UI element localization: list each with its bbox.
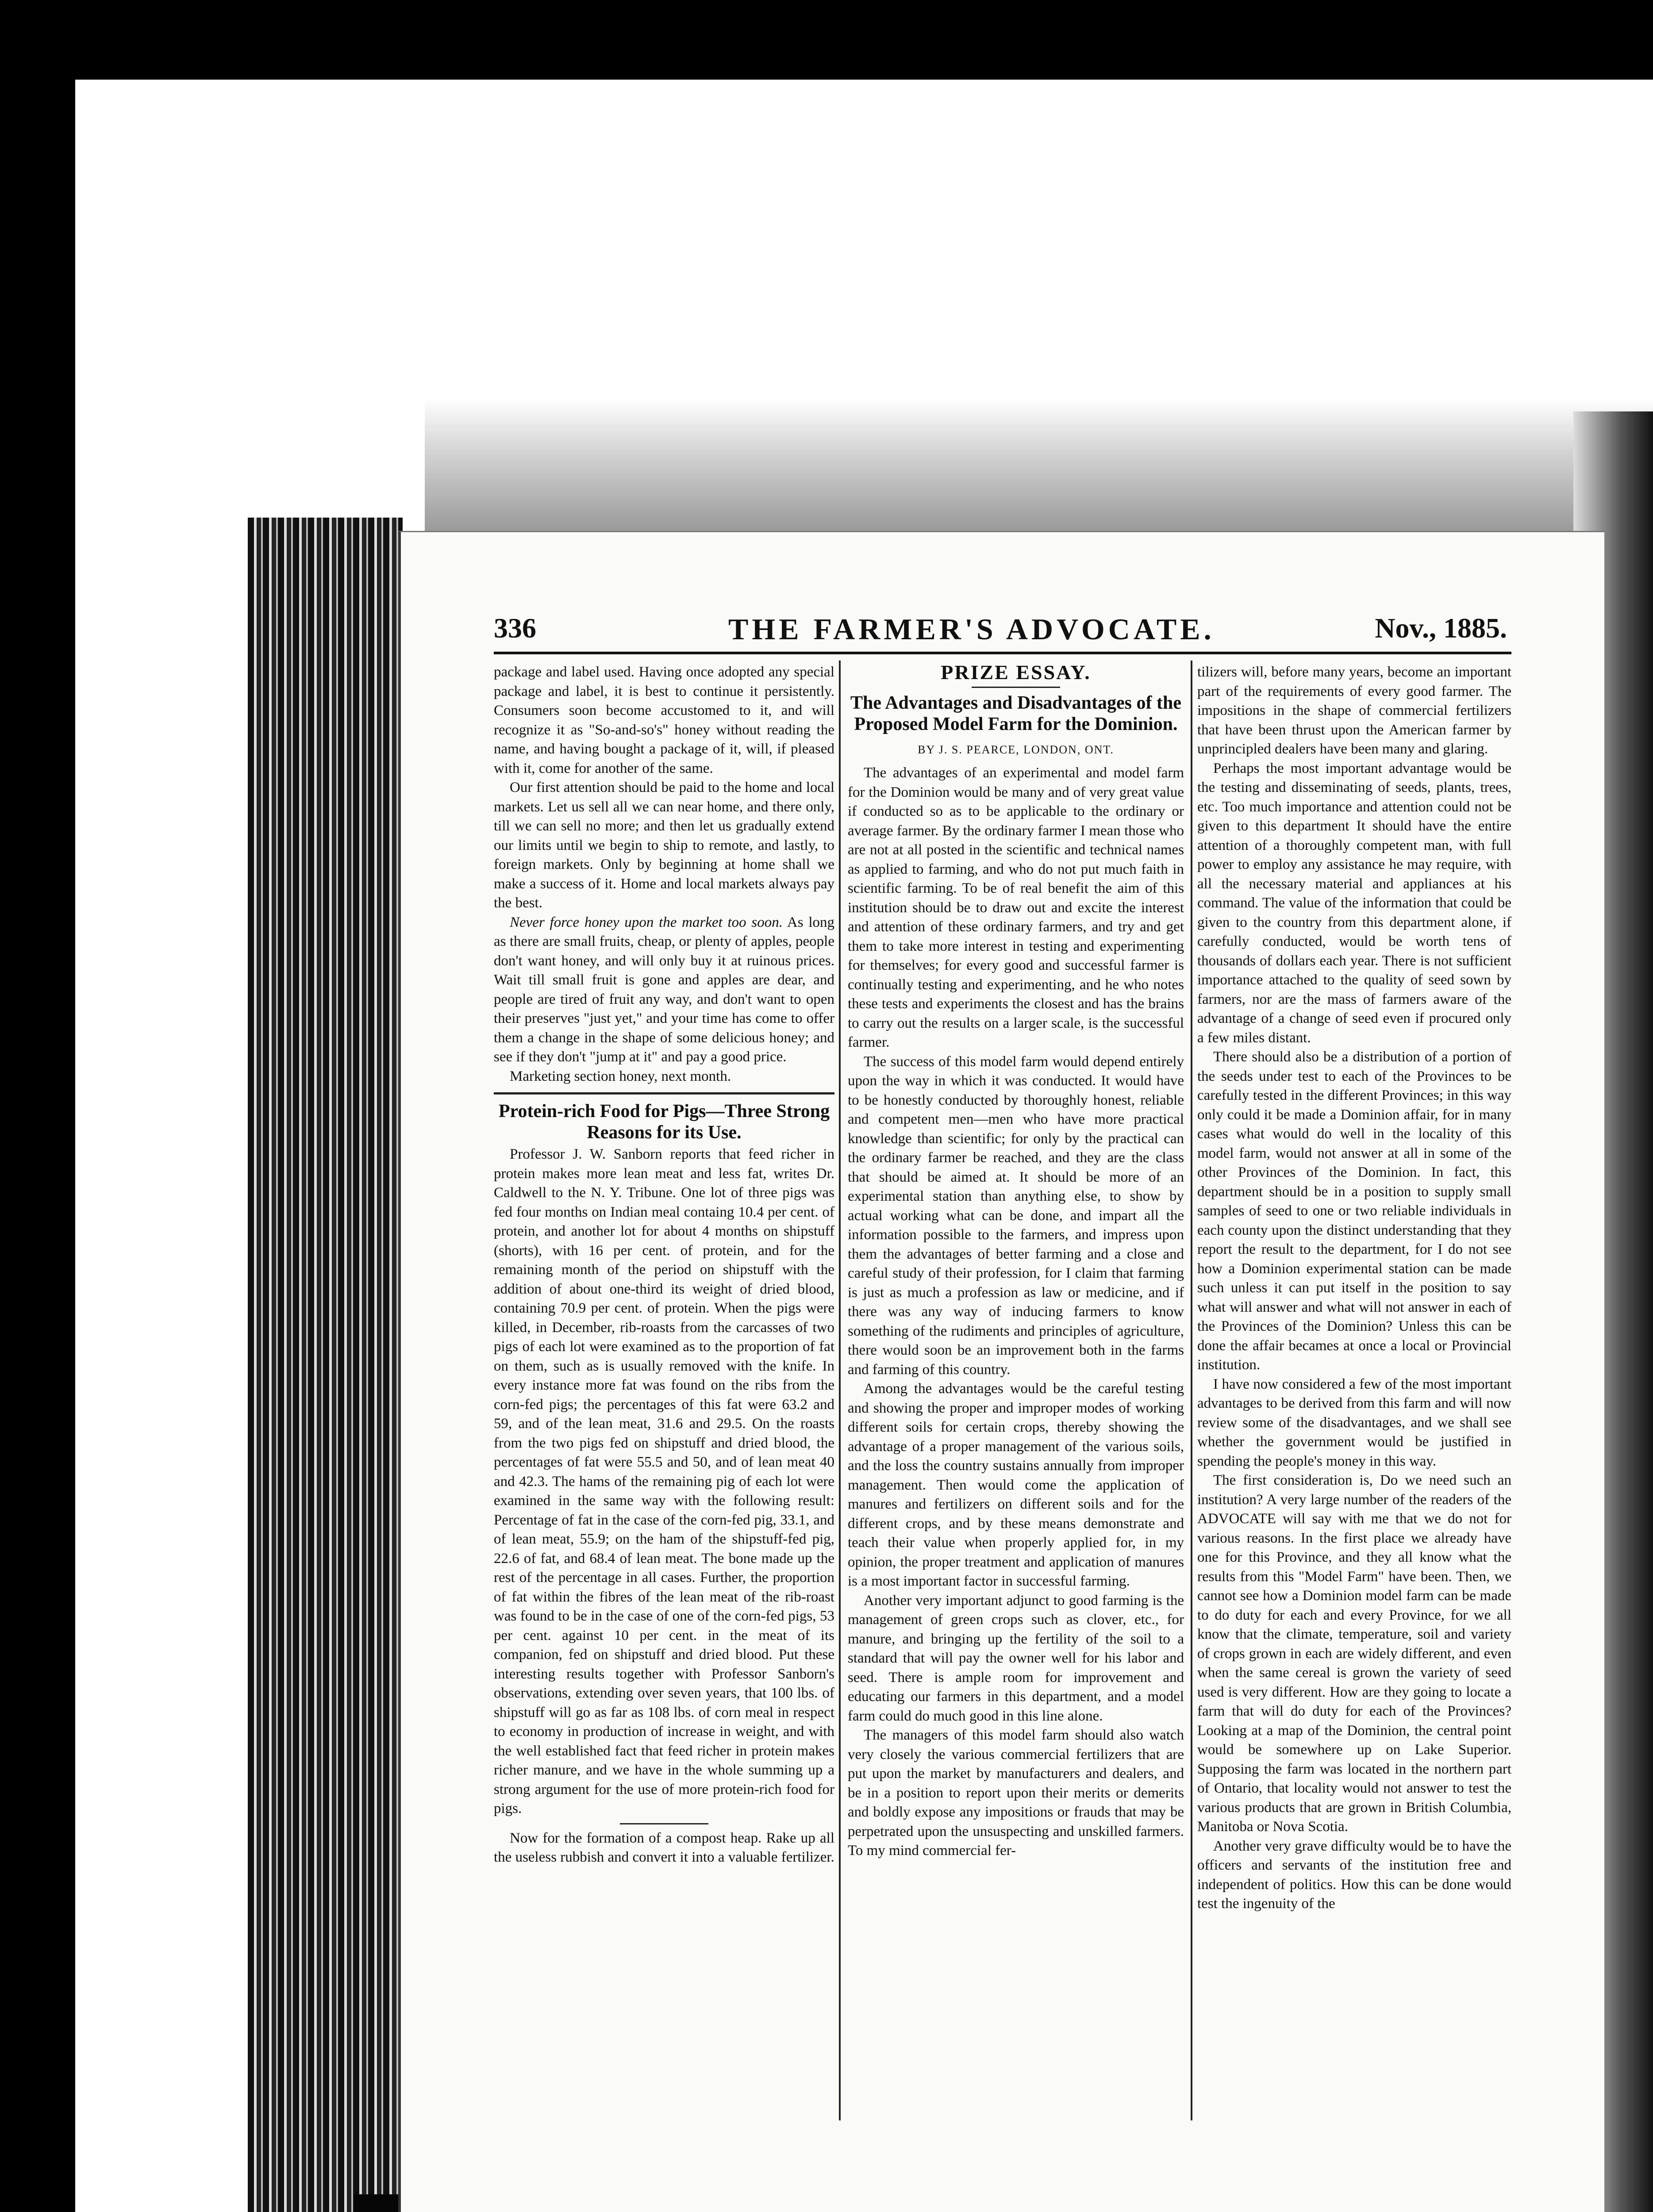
paragraph: package and label used. Having once adopted any special package and label, it is best to continue it persistently. Consumers soon become accustomed to it, and will recognize it as "So-and-so's" honey without reading the name, and having bought a package of it, will, if pleased with it, come for another of the same.: [494, 664, 834, 776]
column-rule: [1191, 661, 1192, 2120]
column-1: [494, 663, 834, 1867]
paragraph: Professor J. W. Sanborn reports that feed richer in protein makes more lean meat and less fat, writes Dr. Caldwell to the N. Y. Tribune. One lot of three pigs was fed four months on Indian meal containg 10.4 per cent. of protein, and another lot for about 4 months on shipstuff (shorts), with 16 per cent. of protein, and for the remaining month of the period on shipstuff with the addition of about one-third its weight of dried blood, containing 70.9 per cent. of protein. When the pigs were killed, in December, rib-roasts from the carcasses of two pigs of each lot were examined as to the proportion of fat on them, such as is usually removed with the knife. In every instance more fat was found on the ribs from the corn-fed pigs; the percentages of this fat were 63.2 and 59, and of the lean meat, 31.6 and 29.5. On the roasts from the two pigs fed on shipstuff and dried blood, the percentages of fat were 55.5 and 50, and of lean meat 40 and 42.3. The hams of the remaining pig of each lot were examined in the same way with the following result: Percentage of fat in the case of the corn-fed pig, 33.1, and of lean meat, 55.9; on the ham of the shipstuff-fed pig, 22.6 of fat, and 68.4 of lean meat. The bone made up the rest of the percentage in all cases. Further, the proportion of fat within the fibres of the lean meat of the rib-roast was found to be in the case of one of the corn-fed pigs, 53 per cent. against 10 per cent. in the meat of its companion, fed on shipstuff and dried blood. Put these interesting results together with Professor Sanborn's observations, extending over seven years, that 100 lbs. of shipstuff will go as far as 108 lbs. of corn meal in respect to economy in production of increase in weight, and with the well established fact that feed richer in protein makes richer manure, and we have in the whole summing up a strong argument for the use of more protein-rich food for pigs.: [494, 1146, 834, 1816]
paragraph: Perhaps the most important advantage would be the testing and disseminating of seeds, plants, trees, etc. Too much importance and attention could not be given to this department It should have the entire attention of a thoroughly competent man, with full power to employ any assistance he may require, with all the necessary material and appliances at his command. The value of the information that could be given to the country from this department alone, if carefully conducted, would be worth tens of thousands of dollars each year. There is not sufficient importance attached to the quality of seed sown by farmers, nor are the mass of farmers aware of the advantage of a change of seed even if procured only a few miles distant.: [1197, 760, 1511, 1046]
article-heading: Protein-rich Food for Pigs—Three Strong Reasons for its Use.: [498, 1101, 830, 1143]
page-number: 336: [494, 612, 536, 644]
italic-lead: Never force honey upon the market too soon.: [510, 914, 783, 930]
paragraph: Another very grave difficulty would be to have the officers and servants of the institution free and independent of politics. How this can be done would test the ingenuity of the: [1197, 1838, 1511, 1912]
newspaper-page: [398, 531, 1604, 2212]
header-rule: [494, 652, 1511, 654]
paragraph: Now for the formation of a compost heap. Rake up all the useless rubbish and convert it into a valuable fertilizer.: [494, 1830, 834, 1865]
column-2: [848, 663, 1184, 1861]
paragraph: The first consideration is, Do we need such an institution? A very large number of the readers of the ADVOCATE will say with me that we do not for various reasons. In the first place we already have one for this Province, and they all know what the results from this "Model Farm" have been. Then, we cannot see how a Dominion model farm can be made to do duty for each and every Province, for we all know that the climate, temperature, soil and variety of crops grown in each are widely different, and even when the same cereal is grown the variety of seed used is very different. How are they going to locate a farm that will do duty for each of the Provinces? Looking at a map of the Dominion, the central point would be somewhere up on Lake Superior. Supposing the farm was located in the northern part of Ontario, that locality would not answer to test the various products that are grown in British Columbia, Manitoba or Nova Scotia.: [1197, 1472, 1511, 1835]
separator: [620, 1823, 708, 1824]
paragraph: The managers of this model farm should also watch very closely the various commercial fertilizers that are put upon the market by manufacturers and dealers, and be in a position to report upon their merits or demerits and boldly expose any impositions or frauds that may be perpetrated upon the unsuspecting and unskilled farmers. To my mind commercial fer-: [848, 1727, 1184, 1859]
book-page-edges: [248, 518, 403, 2212]
section-rule: [494, 1092, 834, 1094]
masthead: THE FARMER'S ADVOCATE.: [728, 612, 1215, 646]
paragraph: tilizers will, before many years, become an important part of the requirements of every good farmer. The impositions in the shape of commercial fertilizers that have been thrust upon the American farmer by unprincipled dealers have been many and glaring.: [1197, 664, 1511, 757]
essay-heading: The Advantages and Disadvantages of the Proposed Model Farm for the Dominion.: [850, 692, 1181, 734]
paragraph: Our first attention should be paid to the home and local markets. Let us sell all we can near home, and there only, till we can sell no more; and then let us gradually extend our limits until we begin to ship to remote, and lastly, to foreign markets. Only by beginning at home shall we make a success of it. Home and local markets always pay the best.: [494, 780, 834, 911]
page-header: [494, 612, 1507, 652]
paragraph: Among the advantages would be the careful testing and showing the proper and improper modes of working different soils for certain crops, thereby showing the advantage of a proper management of the various soils, and the loss the country sustains annually from improper management. Then would come the application of manures and fertilizers on different soils and for the different crops, and by these means demonstrate and teach their value when properly applied for, in my opinion, the proper treatment and application of manures is a most important factor in successful farming.: [848, 1381, 1184, 1589]
paragraph: Another very important adjunct to good farming is the management of green crops such as clover, etc., for manure, and bringing up the fertility of the soil to a standard that will pay the owner well for his labor and seed. There is ample room for improvement and educating our farmers in this department, and a model farm could do much good in this line alone.: [848, 1592, 1184, 1724]
paragraph: There should also be a distribution of a portion of the seeds under test to each of the Provinces to be carefully tested in the different Provinces; in this way only could it be made a Dominion affair, for in many cases what would do well in the locality of this model farm, would not answer at all in some of the other Provinces of the Dominion. In fact, this department should be in a position to supply small samples of seed to one or two reliable individuals in each county upon the distinct understanding that they report the result to the department, for I do not see how a Dominion experimental station can be made such unless it can put itself in the position to say what will answer and what will not answer in each of the Provinces of the Dominion? Unless this can be done the affair becames at once a local or Provincial institution.: [1197, 1049, 1511, 1373]
column-3: [1197, 663, 1511, 1914]
column-rule: [839, 661, 841, 2120]
essay-title: PRIZE ESSAY.: [941, 661, 1091, 684]
paragraph: The success of this model farm would depend entirely upon the way in which it was conducted. It would have to be honestly conducted by thoroughly honest, reliable and competent men—men who have more practical knowledge than scientific; for only by the practical can the ordinary farmer be reached, and they are the class that should be aimed at. It should be more of an experimental station than anything else, to show by actual working what can be done, and impart all the information possible to the farmers, and impress upon them the advantages of better farming and a close and careful study of their profession, for I claim that farming is just as much a profession as law or medicine, and if there was any way of inducing farmers to know something of the rudiments and principles of agriculture, there would soon be an improvement both in the farms and farming of this country.: [848, 1053, 1184, 1378]
paragraph: [494, 913, 834, 1067]
paragraph: Marketing section honey, next month.: [510, 1068, 731, 1084]
paragraph: I have now considered a few of the most important advantages to be derived from this farm and will now review some of the disadvantages, and we shall see whether the government would be justified in spending the people's money in this way.: [1197, 1376, 1511, 1469]
issue-date: Nov., 1885.: [1375, 612, 1507, 644]
scan-shadow: [425, 398, 1653, 531]
byline: BY J. S. PEARCE, LONDON, ONT.: [918, 743, 1114, 756]
separator: [972, 687, 1060, 688]
paragraph-rest: As long as there are small fruits, cheap, or plenty of apples, people don't want honey, and will only buy it at ruinous prices. Wait till small fruit is gone and apples are dear, and people are tired of fruit any way, and don't want to open their preserves "just yet," and your time has come to offer them a change in the shape of some delicious honey; and see if they don't "jump at it" and pay a good price.: [494, 914, 834, 1065]
paragraph: The advantages of an experimental and model farm for the Dominion would be many and of very great value if conducted so as to be applicable to the ordinary or average farmer. By the ordinary farmer I mean those who are not at all posted in the scientific and technical names as applied to farming, and who do not put much faith in scientific farming. To be of real benefit the aim of this institution should be to draw out and excite the interest and attention of these ordinary farmers, and try and get them to take more interest in testing and experimenting for themselves; for every good and successful farmer is continually testing and experimenting, and he who notes these tests and experiments the closest and has the brains to carry out the results on a larger scale, is the successful farmer.: [848, 765, 1184, 1050]
